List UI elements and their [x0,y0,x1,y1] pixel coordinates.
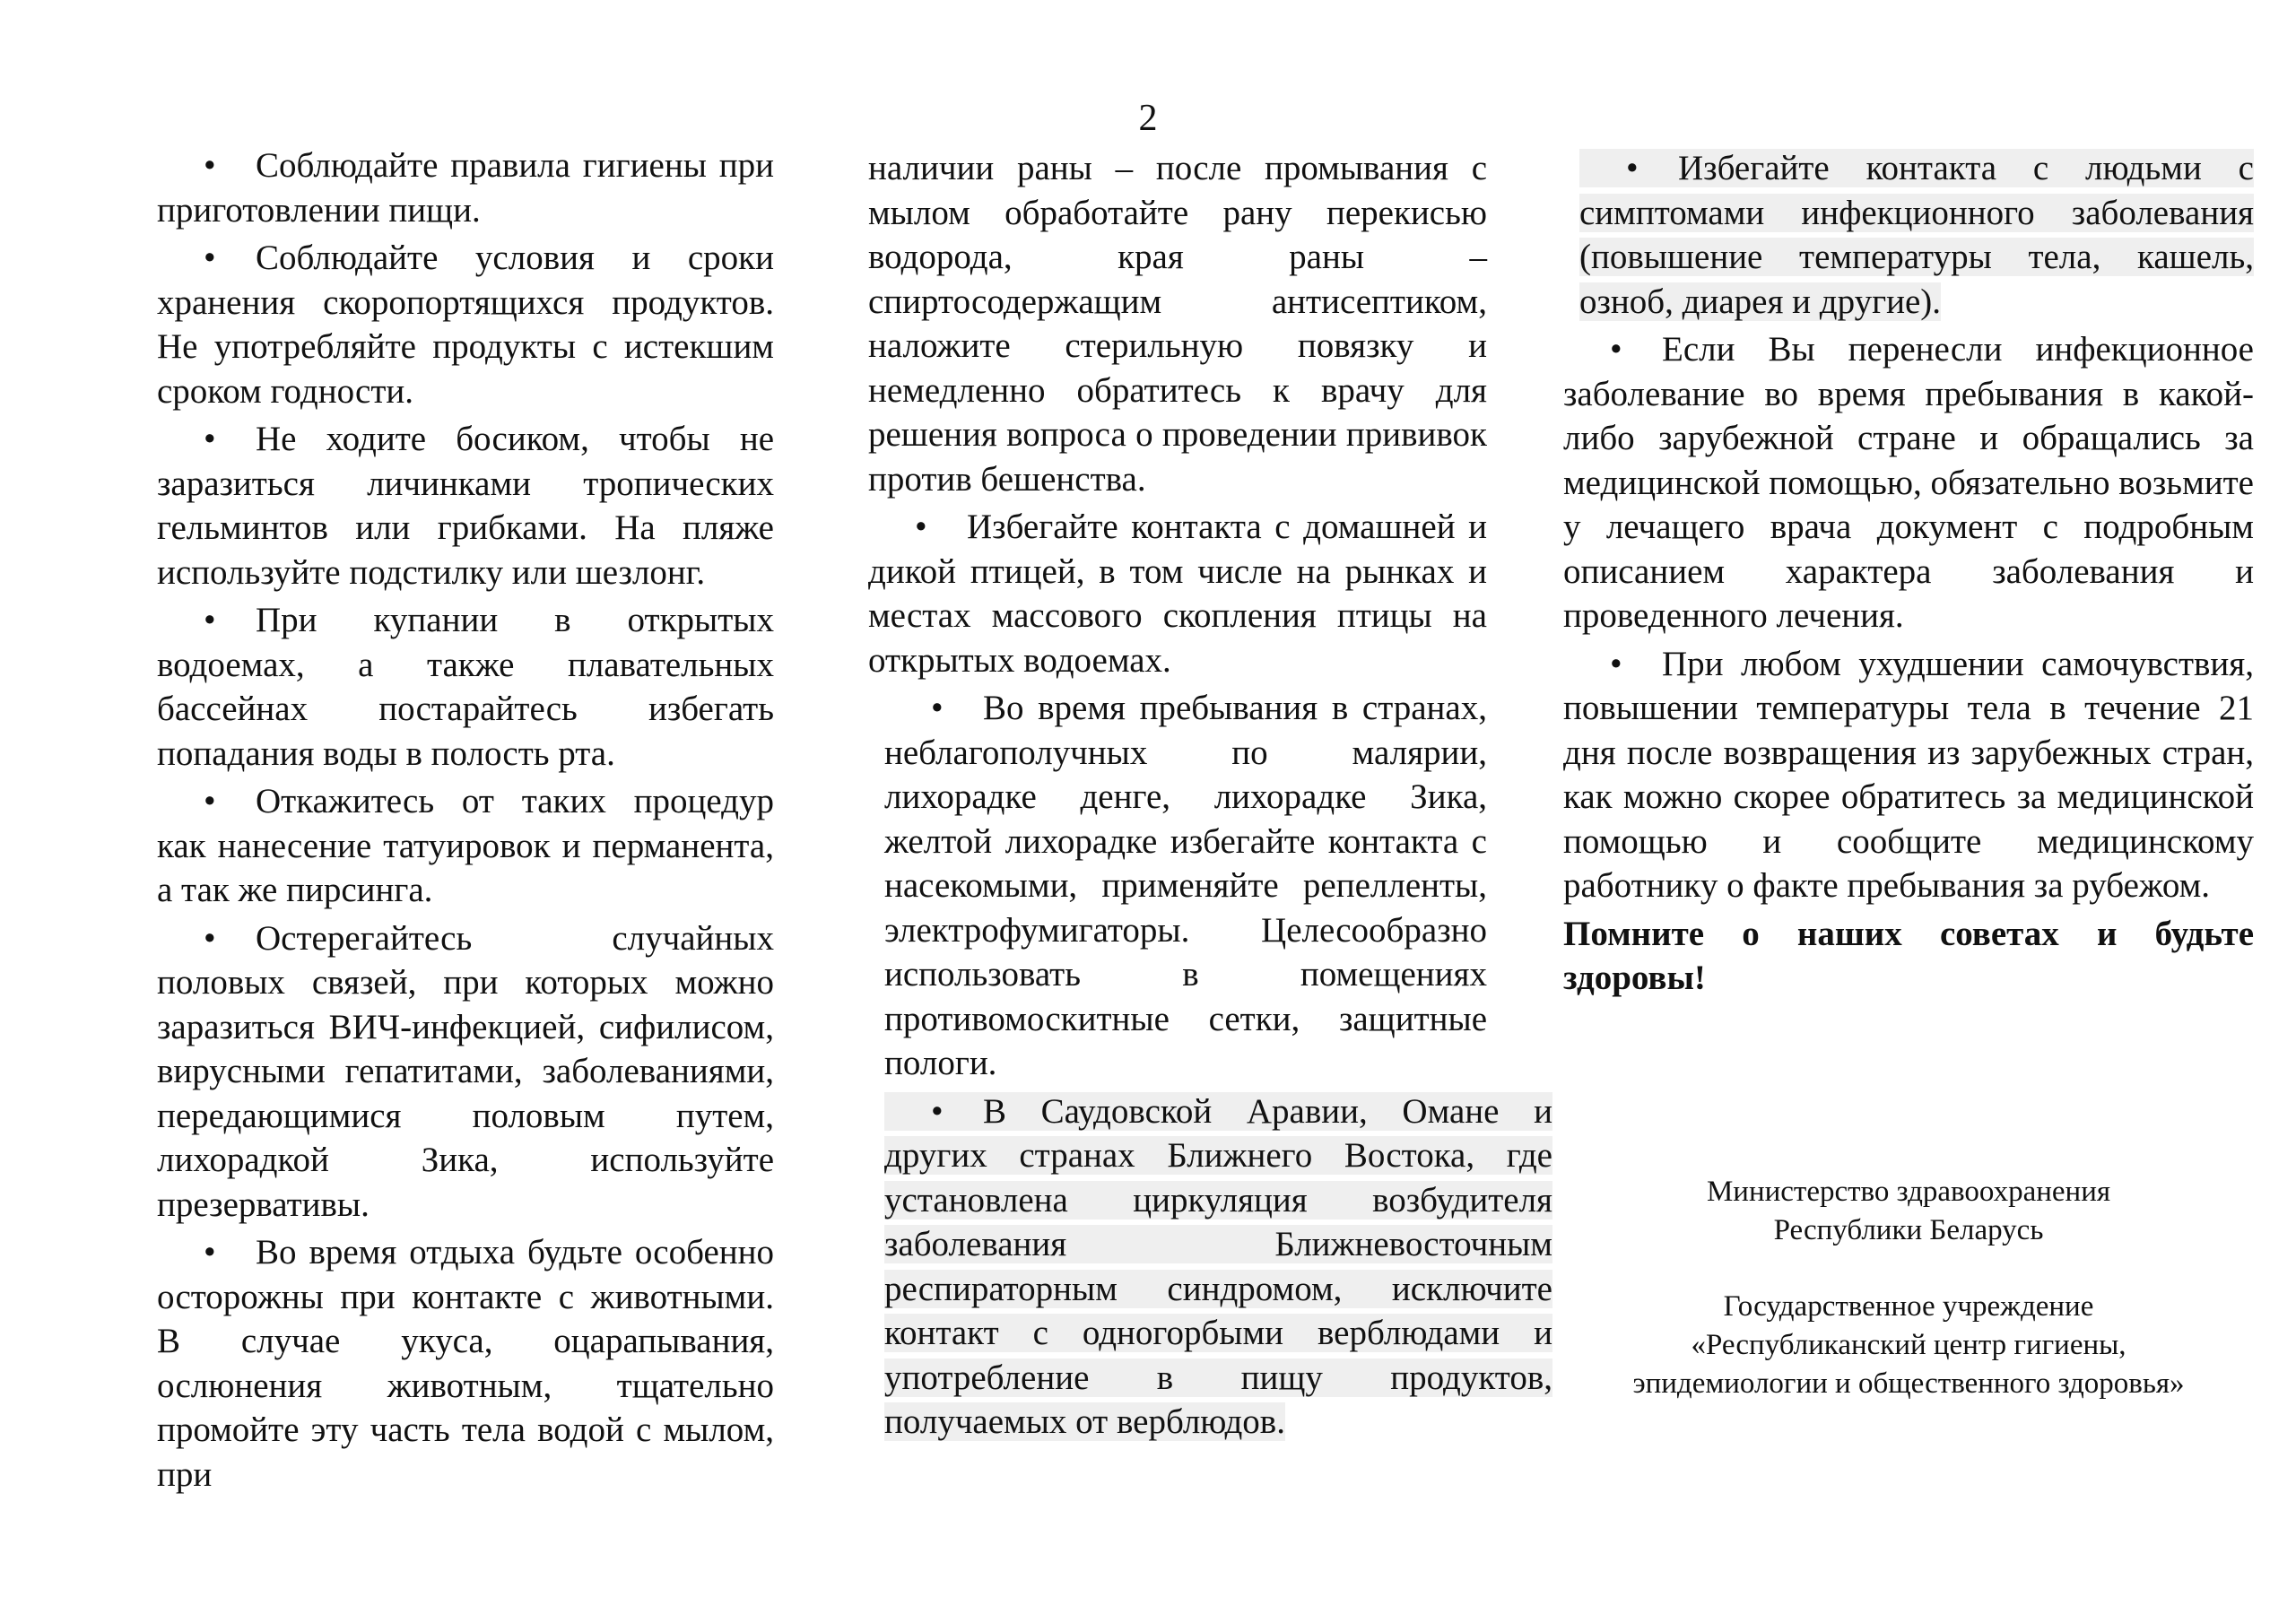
bullet-icon: • [1610,330,1622,369]
left-column [157,143,774,1500]
bullet-icon: • [204,782,216,820]
list-item: • Соблюдайте правила гигиены при приготовлении пищи. [157,143,774,232]
list-item: • Соблюдайте условия и сроки хранения скоропортящихся продуктов. Не употребляйте продукты с истекшим сроком годности. [157,236,774,413]
middle-column [868,146,1552,1448]
list-item: • Избегайте контакта с домашней и дикой птицей, в том числе на рынках и местах массового скопления птицы на открытых водоемах. [868,505,1487,682]
institution-line: эпидемиологии и общественного здоровья» [1632,1367,2185,1400]
continued-paragraph: наличии раны – после промывания с мылом обработайте рану перекисью водорода, края раны – спиртосодержащим антисептиком, наложите стерильную повязку и немедленно обратитесь к врачу для решения вопроса о проведении прививок против бешенства. [868,149,1487,499]
bullet-icon: • [1626,149,1639,187]
closing-message: Помните о наших советах и будьте здоровы! [1563,914,2254,997]
bullet-icon: • [931,1091,944,1131]
bullet-icon: • [1610,644,1622,683]
list-item [1563,146,2254,324]
list-item: • При любом ухудшении самочувствия, повышении температуры тела в течение 21 дня после возвращения из зарубежных стран, как можно скорее обратитесь за медицинской помощью и сообщите медицинскому работнику о факте пребывания за рубежом. [1563,642,2254,908]
bullet-icon: • [915,508,927,546]
list-item: • Не ходите босиком, чтобы не заразиться личинками тропических гельминтов или грибками. На пляже используйте подстилку или шезлонг. [157,417,774,595]
bullet-icon: • [204,601,216,639]
bullet-icon: • [931,689,944,727]
highlighted-text: • Избегайте контакта с людьми с симптомами инфекционного заболевания (повышение температуры тела, кашель, озноб, диарея и другие). [1579,149,2254,321]
bullet-icon: • [204,146,216,185]
list-item [868,1089,1552,1445]
list-item: • Во время отдыха будьте особенно осторожны при контакте с животными. В случае укуса, оцарапывания, ослюнения животным, тщательно промойте эту часть тела водой с мылом, при [157,1230,774,1497]
bullet-icon: • [204,420,216,458]
issuer-block [1563,1173,2254,1403]
list-item: • При купании в открытых водоемах, а также плавательных бассейнах постарайтесь избегать попадания воды в полость рта. [157,598,774,776]
institution-line: Государственное учреждение [1723,1290,2094,1323]
ministry-line: Министерство здравоохранения [1706,1176,2111,1208]
bullet-icon: • [204,239,216,277]
list-item: • Во время пребывания в странах, неблагополучных по малярии, лихорадке денге, лихорадке Зика, желтой лихорадке избегайте контакта с насекомыми, применяйте репелленты, электрофумигаторы. Целесообразно использовать в помещениях противомоскитные сетки, защитные пологи. [868,686,1487,1086]
highlighted-text: • В Саудовской Аравии, Омане и других странах Ближнего Востока, где установлена циркуляция возбудителя заболевания Ближневосточным респираторным синдромом, исключите контакт с одногорбыми верблюдами и употребление в пищу продуктов, получаемых от верблюдов. [884,1092,1552,1442]
ministry-line: Республики Беларусь [1773,1214,2044,1246]
bullet-icon: • [204,918,216,958]
page-number: 2 [1138,98,1158,139]
institution-line: «Республиканский центр гигиены, [1691,1329,2126,1361]
bullet-icon: • [204,1233,216,1271]
list-item: • Откажитесь от таких процедур как нанесение татуировок и перманента, а так же пирсинга. [157,779,774,913]
list-item: • Остерегайтесь случайных половых связей, при которых можно заразиться ВИЧ-инфекцией, сифилисом, вирусными гепатитами, заболеваниями, передающимися половым путем, лихорадкой Зика, используйте презервативы. [157,916,774,1228]
right-column [1563,146,2254,1036]
list-item: • Если Вы перенесли инфекционное заболевание во время пребывания в какой-либо зарубежной стране и обращались за медицинской помощью, обязательно возьмите у лечащего врача документ с подробным описанием характера заболевания и проведенного лечения. [1563,327,2254,638]
